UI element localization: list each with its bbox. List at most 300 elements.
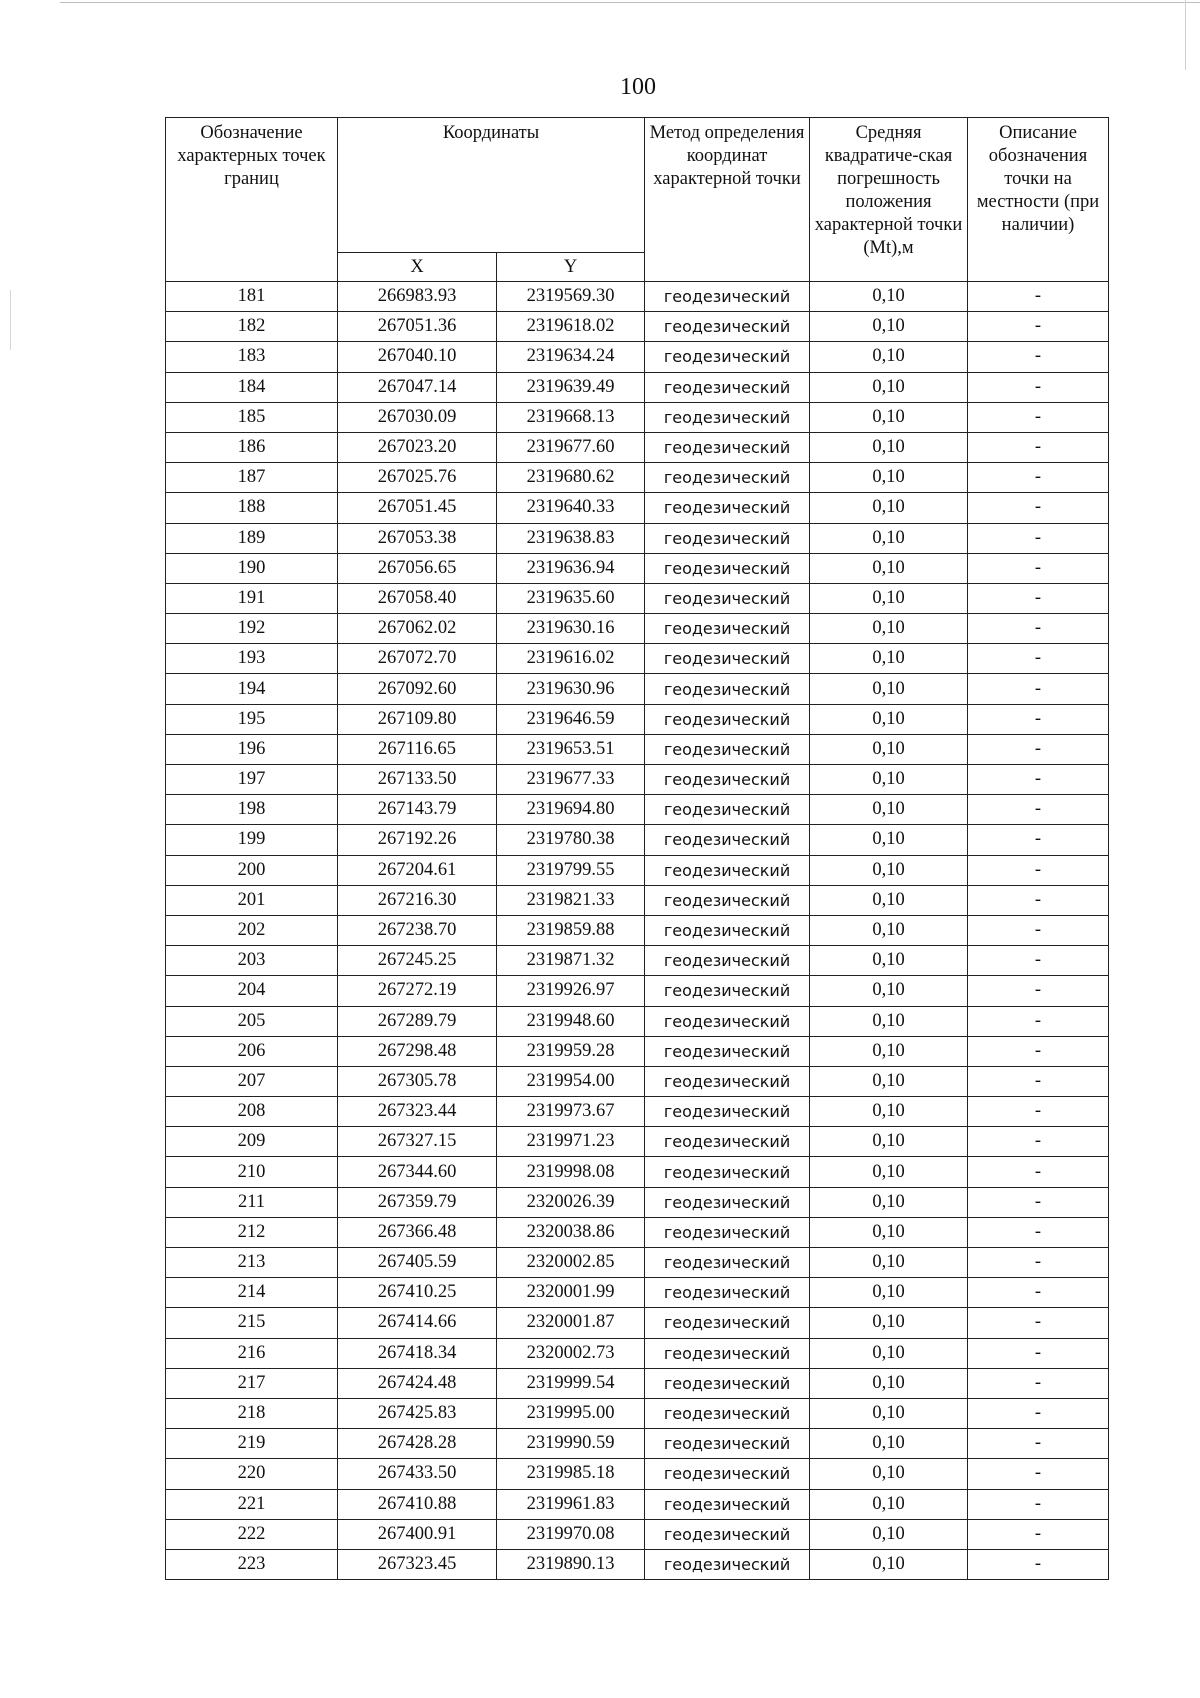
error-cell: 0,10 <box>810 674 968 704</box>
table-row <box>166 342 1109 372</box>
description-cell: - <box>968 614 1109 644</box>
error-cell: 0,10 <box>810 342 968 372</box>
method-cell: геодезический <box>645 1338 810 1368</box>
x-cell: 267116.65 <box>338 734 497 764</box>
method-cell: геодезический <box>645 1157 810 1187</box>
y-cell: 2319638.83 <box>497 523 645 553</box>
description-cell: - <box>968 282 1109 312</box>
x-cell: 267245.25 <box>338 946 497 976</box>
description-cell: - <box>968 1036 1109 1066</box>
method-cell: геодезический <box>645 1489 810 1519</box>
x-cell: 267056.65 <box>338 553 497 583</box>
x-cell: 267323.44 <box>338 1097 497 1127</box>
x-cell: 267040.10 <box>338 342 497 372</box>
point-cell: 186 <box>166 432 338 462</box>
x-cell: 267238.70 <box>338 915 497 945</box>
method-cell: геодезический <box>645 1217 810 1247</box>
x-cell: 267366.48 <box>338 1217 497 1247</box>
error-cell: 0,10 <box>810 372 968 402</box>
y-cell: 2319668.13 <box>497 402 645 432</box>
scan-edge-left <box>10 290 11 350</box>
description-cell: - <box>968 734 1109 764</box>
description-cell: - <box>968 1429 1109 1459</box>
table-body <box>166 282 1109 1580</box>
description-cell: - <box>968 1519 1109 1549</box>
table-row <box>166 463 1109 493</box>
description-cell: - <box>968 493 1109 523</box>
y-cell: 2319948.60 <box>497 1006 645 1036</box>
description-cell: - <box>968 855 1109 885</box>
y-cell: 2319926.97 <box>497 976 645 1006</box>
point-cell: 196 <box>166 734 338 764</box>
point-cell: 198 <box>166 795 338 825</box>
method-cell: геодезический <box>645 372 810 402</box>
x-cell: 267058.40 <box>338 583 497 613</box>
x-cell: 267327.15 <box>338 1127 497 1157</box>
y-cell: 2319954.00 <box>497 1066 645 1096</box>
point-cell: 217 <box>166 1368 338 1398</box>
description-cell: - <box>968 402 1109 432</box>
point-cell: 214 <box>166 1278 338 1308</box>
y-cell: 2319859.88 <box>497 915 645 945</box>
point-cell: 213 <box>166 1248 338 1278</box>
description-cell: - <box>968 312 1109 342</box>
description-cell: - <box>968 1368 1109 1398</box>
description-cell: - <box>968 1459 1109 1489</box>
y-cell: 2320001.87 <box>497 1308 645 1338</box>
point-cell: 211 <box>166 1187 338 1217</box>
method-cell: геодезический <box>645 463 810 493</box>
y-cell: 2319646.59 <box>497 704 645 734</box>
y-cell: 2319677.33 <box>497 765 645 795</box>
error-cell: 0,10 <box>810 553 968 583</box>
point-cell: 184 <box>166 372 338 402</box>
table-row <box>166 493 1109 523</box>
x-cell: 267133.50 <box>338 765 497 795</box>
point-cell: 221 <box>166 1489 338 1519</box>
description-cell: - <box>968 885 1109 915</box>
error-cell: 0,10 <box>810 1338 968 1368</box>
error-cell: 0,10 <box>810 765 968 795</box>
error-cell: 0,10 <box>810 1157 968 1187</box>
page-number: 100 <box>620 74 656 100</box>
table-row <box>166 1459 1109 1489</box>
y-cell: 2319569.30 <box>497 282 645 312</box>
point-cell: 183 <box>166 342 338 372</box>
table-row <box>166 312 1109 342</box>
table-row <box>166 372 1109 402</box>
method-cell: геодезический <box>645 976 810 1006</box>
description-cell: - <box>968 976 1109 1006</box>
point-cell: 195 <box>166 704 338 734</box>
point-cell: 203 <box>166 946 338 976</box>
y-cell: 2319630.16 <box>497 614 645 644</box>
description-cell: - <box>968 1066 1109 1096</box>
point-cell: 187 <box>166 463 338 493</box>
point-cell: 219 <box>166 1429 338 1459</box>
x-cell: 266983.93 <box>338 282 497 312</box>
table-row <box>166 855 1109 885</box>
description-cell: - <box>968 1006 1109 1036</box>
error-cell: 0,10 <box>810 282 968 312</box>
error-cell: 0,10 <box>810 1217 968 1247</box>
description-cell: - <box>968 342 1109 372</box>
y-cell: 2319871.32 <box>497 946 645 976</box>
x-cell: 267025.76 <box>338 463 497 493</box>
y-cell: 2319680.62 <box>497 463 645 493</box>
error-cell: 0,10 <box>810 1006 968 1036</box>
point-cell: 215 <box>166 1308 338 1338</box>
table-row <box>166 674 1109 704</box>
error-cell: 0,10 <box>810 915 968 945</box>
y-cell: 2319959.28 <box>497 1036 645 1066</box>
method-cell: геодезический <box>645 1549 810 1579</box>
error-cell: 0,10 <box>810 1097 968 1127</box>
description-cell: - <box>968 463 1109 493</box>
method-cell: геодезический <box>645 312 810 342</box>
error-cell: 0,10 <box>810 644 968 674</box>
error-cell: 0,10 <box>810 1489 968 1519</box>
description-cell: - <box>968 553 1109 583</box>
scan-edge-top <box>60 2 1200 3</box>
point-cell: 199 <box>166 825 338 855</box>
x-cell: 267047.14 <box>338 372 497 402</box>
method-cell: геодезический <box>645 1398 810 1428</box>
point-cell: 192 <box>166 614 338 644</box>
x-cell: 267192.26 <box>338 825 497 855</box>
table-row <box>166 734 1109 764</box>
error-cell: 0,10 <box>810 795 968 825</box>
x-cell: 267143.79 <box>338 795 497 825</box>
table-row <box>166 523 1109 553</box>
x-cell: 267428.28 <box>338 1429 497 1459</box>
method-cell: геодезический <box>645 765 810 795</box>
x-cell: 267062.02 <box>338 614 497 644</box>
y-cell: 2319640.33 <box>497 493 645 523</box>
error-cell: 0,10 <box>810 1066 968 1096</box>
description-cell: - <box>968 1308 1109 1338</box>
table-row <box>166 1187 1109 1217</box>
point-cell: 218 <box>166 1398 338 1428</box>
point-cell: 201 <box>166 885 338 915</box>
x-cell: 267359.79 <box>338 1187 497 1217</box>
description-cell: - <box>968 432 1109 462</box>
description-cell: - <box>968 583 1109 613</box>
method-cell: геодезический <box>645 704 810 734</box>
error-cell: 0,10 <box>810 946 968 976</box>
description-cell: - <box>968 1248 1109 1278</box>
y-cell: 2319985.18 <box>497 1459 645 1489</box>
method-cell: геодезический <box>645 885 810 915</box>
error-cell: 0,10 <box>810 976 968 1006</box>
header-error: Средняя квадратиче-ская погрешность положения характерной точки (Mt),м <box>810 118 968 282</box>
x-cell: 267305.78 <box>338 1066 497 1096</box>
scan-edge-right <box>1185 0 1186 70</box>
description-cell: - <box>968 1338 1109 1368</box>
table-row <box>166 915 1109 945</box>
error-cell: 0,10 <box>810 523 968 553</box>
point-cell: 216 <box>166 1338 338 1368</box>
y-cell: 2319694.80 <box>497 795 645 825</box>
table-row <box>166 282 1109 312</box>
table-row <box>166 1127 1109 1157</box>
x-cell: 267400.91 <box>338 1519 497 1549</box>
y-cell: 2319973.67 <box>497 1097 645 1127</box>
x-cell: 267030.09 <box>338 402 497 432</box>
error-cell: 0,10 <box>810 1398 968 1428</box>
y-cell: 2320002.85 <box>497 1248 645 1278</box>
x-cell: 267023.20 <box>338 432 497 462</box>
point-cell: 204 <box>166 976 338 1006</box>
header-x: X <box>338 253 497 282</box>
x-cell: 267109.80 <box>338 704 497 734</box>
table-row <box>166 1489 1109 1519</box>
y-cell: 2319995.00 <box>497 1398 645 1428</box>
point-cell: 223 <box>166 1549 338 1579</box>
error-cell: 0,10 <box>810 583 968 613</box>
method-cell: геодезический <box>645 553 810 583</box>
y-cell: 2319780.38 <box>497 825 645 855</box>
point-cell: 200 <box>166 855 338 885</box>
method-cell: геодезический <box>645 915 810 945</box>
error-cell: 0,10 <box>810 1368 968 1398</box>
x-cell: 267414.66 <box>338 1308 497 1338</box>
y-cell: 2319821.33 <box>497 885 645 915</box>
error-cell: 0,10 <box>810 312 968 342</box>
table-row <box>166 1097 1109 1127</box>
table-row <box>166 825 1109 855</box>
method-cell: геодезический <box>645 402 810 432</box>
y-cell: 2319653.51 <box>497 734 645 764</box>
method-cell: геодезический <box>645 1006 810 1036</box>
method-cell: геодезический <box>645 946 810 976</box>
error-cell: 0,10 <box>810 1519 968 1549</box>
table-row <box>166 432 1109 462</box>
table-row <box>166 765 1109 795</box>
description-cell: - <box>968 1278 1109 1308</box>
description-cell: - <box>968 1187 1109 1217</box>
description-cell: - <box>968 825 1109 855</box>
method-cell: геодезический <box>645 614 810 644</box>
y-cell: 2319677.60 <box>497 432 645 462</box>
table-row <box>166 976 1109 1006</box>
error-cell: 0,10 <box>810 885 968 915</box>
error-cell: 0,10 <box>810 704 968 734</box>
method-cell: геодезический <box>645 1066 810 1096</box>
method-cell: геодезический <box>645 282 810 312</box>
method-cell: геодезический <box>645 583 810 613</box>
point-cell: 207 <box>166 1066 338 1096</box>
method-cell: геодезический <box>645 825 810 855</box>
method-cell: геодезический <box>645 1248 810 1278</box>
description-cell: - <box>968 674 1109 704</box>
error-cell: 0,10 <box>810 1308 968 1338</box>
table-row <box>166 583 1109 613</box>
table-row <box>166 1338 1109 1368</box>
header-point: Обозначение характерных точек границ <box>166 118 338 282</box>
point-cell: 222 <box>166 1519 338 1549</box>
y-cell: 2319971.23 <box>497 1127 645 1157</box>
method-cell: геодезический <box>645 1308 810 1338</box>
description-cell: - <box>968 372 1109 402</box>
point-cell: 205 <box>166 1006 338 1036</box>
header-y: Y <box>497 253 645 282</box>
description-cell: - <box>968 1097 1109 1127</box>
y-cell: 2319634.24 <box>497 342 645 372</box>
table-row <box>166 885 1109 915</box>
point-cell: 185 <box>166 402 338 432</box>
header-method: Метод определения координат характерной точки <box>645 118 810 282</box>
table-row <box>166 1429 1109 1459</box>
method-cell: геодезический <box>645 1187 810 1217</box>
table-row <box>166 1398 1109 1428</box>
error-cell: 0,10 <box>810 1036 968 1066</box>
table-row <box>166 1006 1109 1036</box>
error-cell: 0,10 <box>810 402 968 432</box>
y-cell: 2320038.86 <box>497 1217 645 1247</box>
y-cell: 2319999.54 <box>497 1368 645 1398</box>
x-cell: 267410.25 <box>338 1278 497 1308</box>
error-cell: 0,10 <box>810 855 968 885</box>
method-cell: геодезический <box>645 1519 810 1549</box>
x-cell: 267053.38 <box>338 523 497 553</box>
x-cell: 267272.19 <box>338 976 497 1006</box>
point-cell: 194 <box>166 674 338 704</box>
x-cell: 267298.48 <box>338 1036 497 1066</box>
x-cell: 267433.50 <box>338 1459 497 1489</box>
description-cell: - <box>968 704 1109 734</box>
point-cell: 197 <box>166 765 338 795</box>
description-cell: - <box>968 523 1109 553</box>
method-cell: геодезический <box>645 734 810 764</box>
method-cell: геодезический <box>645 1097 810 1127</box>
error-cell: 0,10 <box>810 734 968 764</box>
y-cell: 2319990.59 <box>497 1429 645 1459</box>
description-cell: - <box>968 1217 1109 1247</box>
method-cell: геодезический <box>645 674 810 704</box>
method-cell: геодезический <box>645 1459 810 1489</box>
point-cell: 190 <box>166 553 338 583</box>
method-cell: геодезический <box>645 1429 810 1459</box>
error-cell: 0,10 <box>810 1127 968 1157</box>
method-cell: геодезический <box>645 795 810 825</box>
x-cell: 267344.60 <box>338 1157 497 1187</box>
method-cell: геодезический <box>645 1036 810 1066</box>
table-row <box>166 704 1109 734</box>
x-cell: 267425.83 <box>338 1398 497 1428</box>
error-cell: 0,10 <box>810 825 968 855</box>
table-row <box>166 1157 1109 1187</box>
x-cell: 267072.70 <box>338 644 497 674</box>
y-cell: 2319635.60 <box>497 583 645 613</box>
y-cell: 2320001.99 <box>497 1278 645 1308</box>
table-row <box>166 614 1109 644</box>
x-cell: 267405.59 <box>338 1248 497 1278</box>
table-row <box>166 1066 1109 1096</box>
error-cell: 0,10 <box>810 463 968 493</box>
error-cell: 0,10 <box>810 1248 968 1278</box>
point-cell: 208 <box>166 1097 338 1127</box>
point-cell: 206 <box>166 1036 338 1066</box>
table-row <box>166 1036 1109 1066</box>
error-cell: 0,10 <box>810 614 968 644</box>
table-row <box>166 1368 1109 1398</box>
error-cell: 0,10 <box>810 493 968 523</box>
x-cell: 267204.61 <box>338 855 497 885</box>
error-cell: 0,10 <box>810 1429 968 1459</box>
table-row <box>166 1549 1109 1579</box>
table-row <box>166 553 1109 583</box>
error-cell: 0,10 <box>810 1459 968 1489</box>
coordinates-table <box>165 117 1109 1580</box>
x-cell: 267424.48 <box>338 1368 497 1398</box>
point-cell: 212 <box>166 1217 338 1247</box>
description-cell: - <box>968 1157 1109 1187</box>
method-cell: геодезический <box>645 523 810 553</box>
header-description: Описание обозначения точки на местности (при наличии) <box>968 118 1109 282</box>
x-cell: 267410.88 <box>338 1489 497 1519</box>
method-cell: геодезический <box>645 432 810 462</box>
y-cell: 2319618.02 <box>497 312 645 342</box>
description-cell: - <box>968 946 1109 976</box>
point-cell: 182 <box>166 312 338 342</box>
y-cell: 2319799.55 <box>497 855 645 885</box>
y-cell: 2319961.83 <box>497 1489 645 1519</box>
point-cell: 220 <box>166 1459 338 1489</box>
x-cell: 267216.30 <box>338 885 497 915</box>
y-cell: 2320002.73 <box>497 1338 645 1368</box>
point-cell: 210 <box>166 1157 338 1187</box>
y-cell: 2319639.49 <box>497 372 645 402</box>
point-cell: 202 <box>166 915 338 945</box>
error-cell: 0,10 <box>810 432 968 462</box>
description-cell: - <box>968 795 1109 825</box>
description-cell: - <box>968 1549 1109 1579</box>
error-cell: 0,10 <box>810 1187 968 1217</box>
table-row <box>166 1248 1109 1278</box>
table-row <box>166 946 1109 976</box>
table-row <box>166 1308 1109 1338</box>
point-cell: 181 <box>166 282 338 312</box>
description-cell: - <box>968 915 1109 945</box>
error-cell: 0,10 <box>810 1278 968 1308</box>
error-cell: 0,10 <box>810 1549 968 1579</box>
description-cell: - <box>968 1127 1109 1157</box>
description-cell: - <box>968 765 1109 795</box>
x-cell: 267051.36 <box>338 312 497 342</box>
table-row <box>166 795 1109 825</box>
x-cell: 267289.79 <box>338 1006 497 1036</box>
y-cell: 2319998.08 <box>497 1157 645 1187</box>
point-cell: 188 <box>166 493 338 523</box>
table-row <box>166 402 1109 432</box>
method-cell: геодезический <box>645 493 810 523</box>
x-cell: 267092.60 <box>338 674 497 704</box>
y-cell: 2319970.08 <box>497 1519 645 1549</box>
y-cell: 2319630.96 <box>497 674 645 704</box>
x-cell: 267323.45 <box>338 1549 497 1579</box>
point-cell: 191 <box>166 583 338 613</box>
table-row <box>166 1278 1109 1308</box>
y-cell: 2319636.94 <box>497 553 645 583</box>
description-cell: - <box>968 1489 1109 1519</box>
table-row <box>166 1519 1109 1549</box>
point-cell: 193 <box>166 644 338 674</box>
table-row <box>166 644 1109 674</box>
description-cell: - <box>968 644 1109 674</box>
point-cell: 209 <box>166 1127 338 1157</box>
y-cell: 2319890.13 <box>497 1549 645 1579</box>
